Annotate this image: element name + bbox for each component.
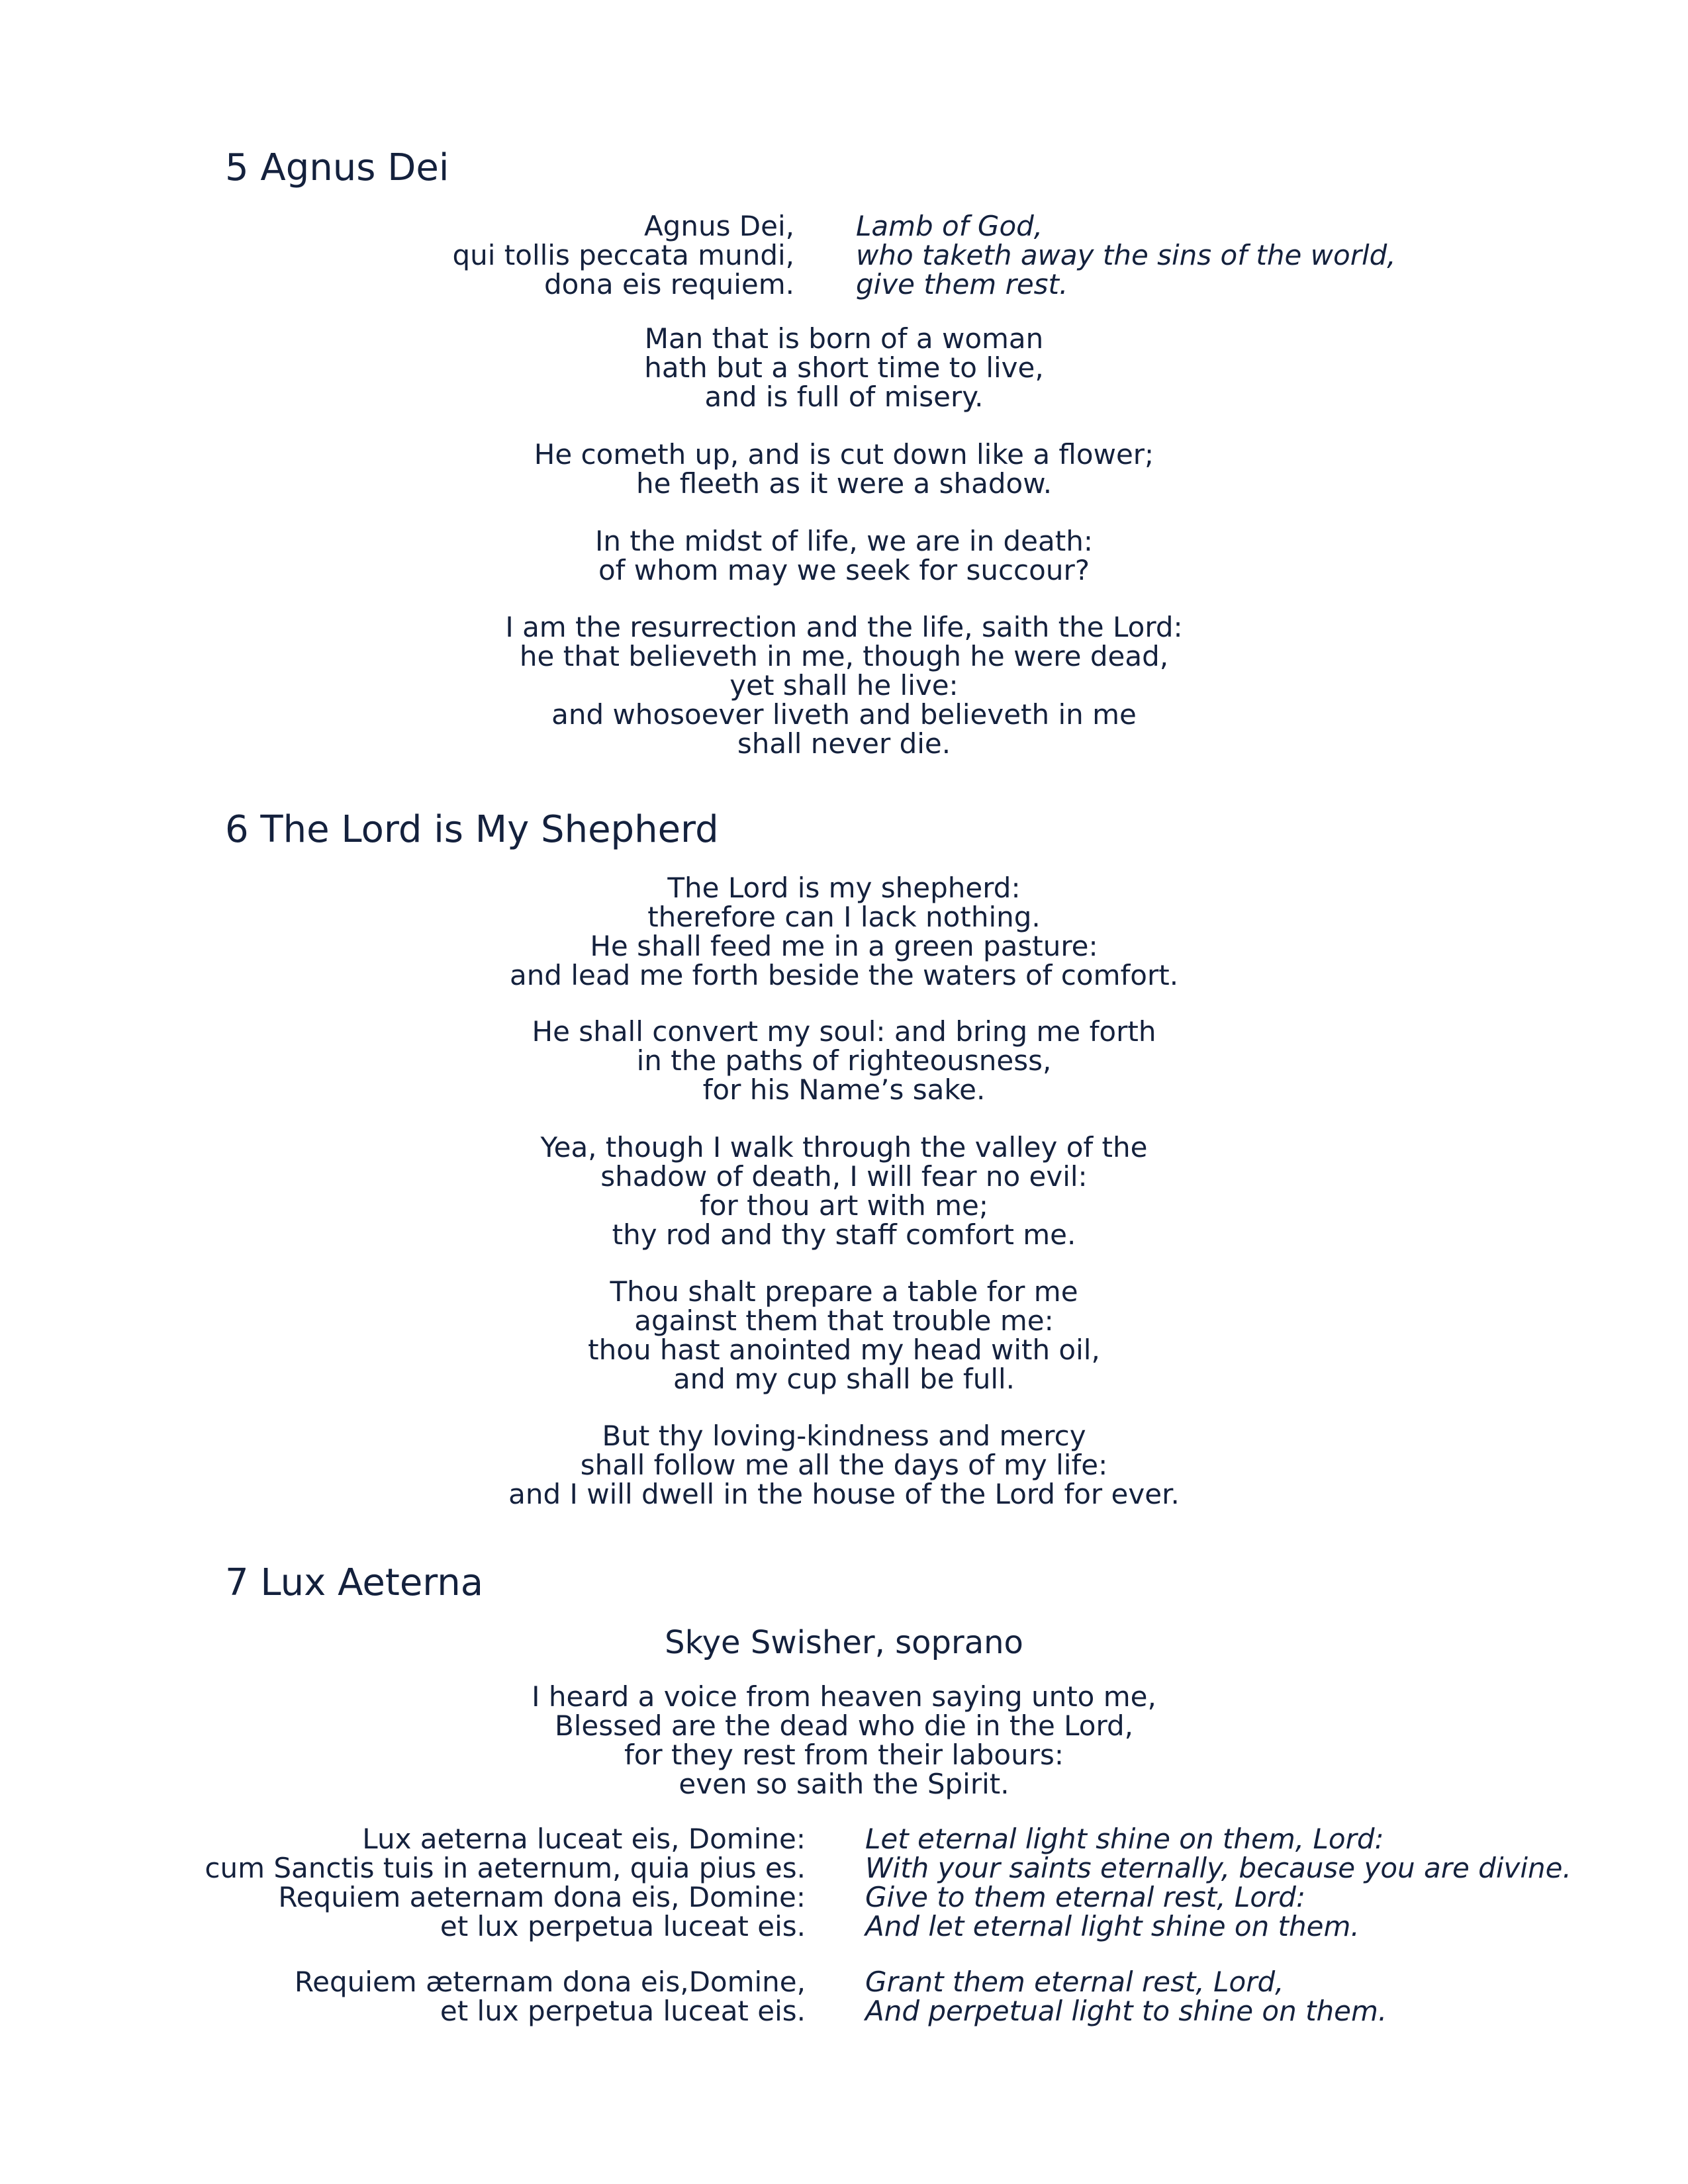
- verse-line: hath but a short time to live,: [644, 351, 1044, 384]
- verse-line: The Lord is my shepherd:: [667, 872, 1021, 904]
- stanza: [510, 874, 1178, 990]
- verse-line: thou hast anointed my head with oil,: [588, 1334, 1100, 1366]
- latin-line: et lux perpetua luceat eis.: [440, 1910, 806, 1942]
- verse-line: of whom may we seek for succour?: [598, 554, 1090, 586]
- verse-line: and is full of misery.: [704, 381, 984, 413]
- english-line: Lamb of God,: [856, 210, 1043, 242]
- latin-line: et lux perpetua luceat eis.: [440, 1995, 806, 2027]
- stanza: [532, 1017, 1156, 1105]
- stanza: [644, 324, 1043, 412]
- section-heading-lord-is-my-shepherd: 6 The Lord is My Shepherd: [225, 808, 719, 851]
- english-column: [856, 212, 1396, 299]
- english-column: [865, 1825, 1571, 1941]
- verse-line: shall follow me all the days of my life:: [580, 1449, 1108, 1481]
- verse-line: Blessed are the dead who die in the Lord,: [554, 1709, 1134, 1742]
- stanza: [508, 1422, 1180, 1509]
- english-line: who taketh away the sins of the world,: [856, 239, 1396, 271]
- verse-line: he fleeth as it were a shadow.: [635, 467, 1053, 500]
- verse-line: for thou art with me;: [699, 1189, 989, 1222]
- verse-line: shall never die.: [737, 727, 951, 760]
- verse-line: He cometh up, and is cut down like a flower;: [534, 438, 1154, 471]
- verse-line: and lead me forth beside the waters of comfort.: [509, 959, 1179, 991]
- latin-line: cum Sanctis tuis in aeternum, quia pius es.: [205, 1852, 806, 1884]
- stanza: [541, 1133, 1148, 1250]
- english-line: And let eternal light shine on them.: [865, 1910, 1360, 1942]
- verse-line: He shall feed me in a green pasture:: [590, 930, 1098, 962]
- latin-line: dona eis requiem.: [543, 268, 794, 300]
- english-column: [865, 1968, 1387, 2026]
- verse-line: and whosoever liveth and believeth in me: [551, 698, 1137, 731]
- verse-line: Thou shalt prepare a table for me: [610, 1275, 1078, 1308]
- verse-line: and I will dwell in the house of the Lord for ever.: [508, 1478, 1180, 1510]
- latin-line: Agnus Dei,: [643, 210, 794, 242]
- verse-line: in the paths of righteousness,: [636, 1044, 1052, 1077]
- latin-line: Requiem æternam dona eis,Domine,: [294, 1966, 806, 1998]
- verse-line: for they rest from their labours:: [624, 1739, 1064, 1771]
- verse-line: and my cup shall be full.: [673, 1363, 1015, 1395]
- verse-line: yet shall he live:: [729, 669, 959, 702]
- verse-line: He shall convert my soul: and bring me forth: [532, 1015, 1156, 1048]
- verse-line: shadow of death, I will fear no evil:: [600, 1160, 1088, 1193]
- stanza: [595, 527, 1093, 585]
- latin-column: [295, 1968, 806, 2026]
- stanza: [588, 1277, 1100, 1394]
- verse-line: therefore can I lack nothing.: [647, 901, 1041, 933]
- english-line: And perpetual light to shine on them.: [865, 1995, 1387, 2027]
- verse-line: for his Name’s sake.: [702, 1073, 986, 1106]
- performer-credit: Skye Swisher, soprano: [665, 1624, 1023, 1661]
- verse-line: even so saith the Spirit.: [679, 1768, 1009, 1800]
- latin-line: Requiem aeternam dona eis, Domine:: [278, 1881, 806, 1913]
- verse-line: I heard a voice from heaven saying unto me,: [532, 1680, 1156, 1713]
- verse-line: against them that trouble me:: [634, 1304, 1054, 1337]
- stanza: [534, 440, 1154, 498]
- stanza: [532, 1682, 1156, 1799]
- verse-line: In the midst of life, we are in death:: [594, 525, 1094, 557]
- verse-line: Man that is born of a woman: [644, 322, 1044, 355]
- english-line: Give to them eternal rest, Lord:: [865, 1881, 1306, 1913]
- latin-column: [452, 212, 794, 299]
- latin-line: Lux aeterna luceat eis, Domine:: [362, 1823, 806, 1855]
- verse-line: But thy loving-kindness and mercy: [602, 1420, 1086, 1452]
- english-line: Grant them eternal rest, Lord,: [865, 1966, 1284, 1998]
- english-line: Let eternal light shine on them, Lord:: [865, 1823, 1384, 1855]
- section-heading-agnus-dei: 5 Agnus Dei: [225, 146, 449, 189]
- latin-line: qui tollis peccata mundi,: [452, 239, 794, 271]
- verse-line: thy rod and thy staff comfort me.: [612, 1218, 1076, 1251]
- english-line: With your saints eternally, because you are divine.: [865, 1852, 1571, 1884]
- latin-column: [205, 1825, 806, 1941]
- verse-line: he that believeth in me, though he were dead,: [519, 640, 1169, 672]
- verse-line: I am the resurrection and the life, saith the Lord:: [505, 611, 1183, 643]
- verse-line: Yea, though I walk through the valley of the: [540, 1131, 1148, 1163]
- stanza: [505, 613, 1182, 758]
- english-line: give them rest.: [856, 268, 1068, 300]
- section-heading-lux-aeterna: 7 Lux Aeterna: [225, 1561, 484, 1604]
